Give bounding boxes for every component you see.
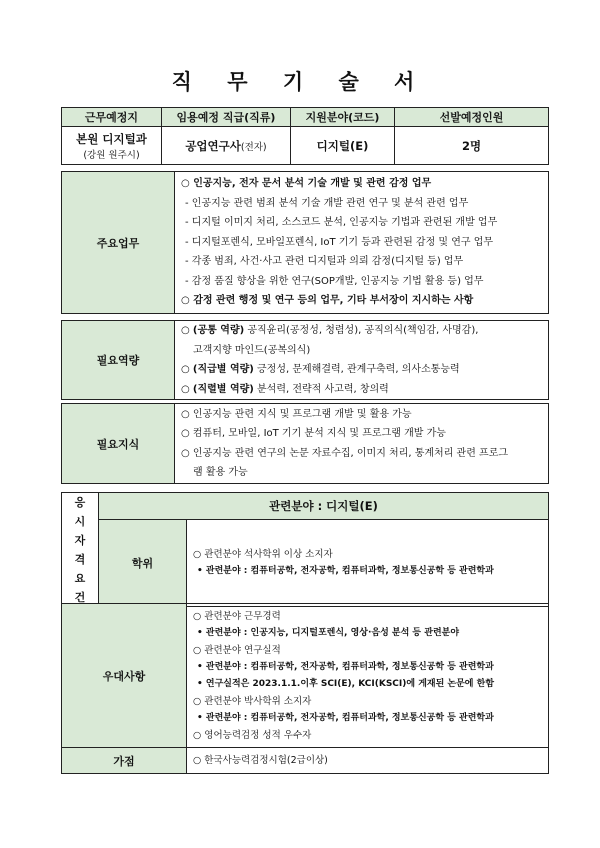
vertical-char: 시 xyxy=(74,515,86,528)
duties-table xyxy=(61,171,549,314)
duty-line: - 디지털 이미지 처리, 소스코드 분석, 인공지능 기법과 관련된 개발 업무 xyxy=(185,217,498,229)
header-position: 임용예정 직급(직류) xyxy=(162,108,291,127)
location-name: 본원 디지털과 xyxy=(76,131,147,146)
duty-line: - 디지털포렌식, 모바일포렌식, IoT 기기 등과 관련된 감정 및 연구 업무 xyxy=(185,236,494,248)
knowledge-line: ○ 컴퓨터, 모바일, IoT 기기 분석 지식 및 프로그램 개발 가능 xyxy=(181,428,446,439)
pref-line: ○ 영어능력검정 성적 우수자 xyxy=(193,729,312,741)
vertical-char: 요 xyxy=(74,572,86,585)
qualification-table xyxy=(61,492,549,608)
level-text: 긍정성, 문제해결력, 관계구축력, 의사소통능력 xyxy=(253,364,460,375)
competency-table xyxy=(61,320,549,400)
common-text: 공직윤리(공정성, 청렴성), 공직의식(책임감, 사명감), xyxy=(244,325,479,336)
competency-common-2: 고객지향 마인드(공복의식) xyxy=(193,344,311,356)
vertical-char: 건 xyxy=(74,591,86,604)
duty-line: - 감정 품질 향상을 위한 연구(SOP개발, 인공지능 기법 활용 등) 업무 xyxy=(185,275,484,287)
competency-common: ○ (공통 역량) 공직윤리(공정성, 청렴성), 공직의식(책임감, 사명감), xyxy=(181,325,479,336)
position-sub: (전자) xyxy=(240,141,267,153)
common-head: (공통 역량) xyxy=(192,325,245,336)
count-cell: 2명 xyxy=(395,127,549,165)
pref-line: • 관련분야 : 인공지능, 디지털포렌식, 영상·음성 분석 등 관련분야 xyxy=(197,627,460,638)
page-title: 직 무 기 술 서 xyxy=(171,70,429,94)
pref-line: • 연구실적은 2023.1.1.이후 SCI(E), KCI(KSCI)에 게재된 논문에 한함 xyxy=(197,678,495,689)
field-title: 관련분야 : 디지털(E) xyxy=(99,493,549,520)
pref-line: ○ 관련분야 근무경력 xyxy=(193,610,281,622)
knowledge-line: ○ 인공지능 관련 지식 및 프로그램 개발 및 활용 가능 xyxy=(181,408,412,420)
header-count: 선발예정인원 xyxy=(395,108,549,127)
location-cell xyxy=(62,127,162,165)
competency-content xyxy=(175,321,549,400)
preference-table xyxy=(61,603,549,774)
header-location: 근무예정지 xyxy=(62,108,162,127)
qualification-vertical-label xyxy=(62,493,99,608)
degree-content xyxy=(187,519,549,607)
position-cell xyxy=(162,127,291,165)
pref-line: • 관련분야 : 컴퓨터공학, 전자공학, 컴퓨터과학, 정보통신공학 등 관련학과 xyxy=(197,661,494,672)
duties-label: 주요업무 xyxy=(62,172,175,314)
vertical-char: 응 xyxy=(74,496,86,509)
job-text: 분석력, 전략적 사고력, 창의력 xyxy=(253,383,389,395)
competency-label: 필요역량 xyxy=(62,321,175,400)
duties-content xyxy=(175,172,549,314)
pref-line: ○ 관련분야 연구실적 xyxy=(193,644,281,656)
position-name: 공업연구사 xyxy=(185,138,241,153)
knowledge-table xyxy=(61,403,549,484)
header-field: 지원분야(코드) xyxy=(291,108,395,127)
bonus-content: ○ 한국사능력검정시험(2급이상) xyxy=(187,748,549,774)
location-sub: (강원 원주시) xyxy=(83,149,140,161)
degree-line: • 관련분야 : 컴퓨터공학, 전자공학, 컴퓨터과학, 정보통신공학 등 관련학과 xyxy=(197,566,494,577)
degree-line: ○ 관련분야 석사학위 이상 소지자 xyxy=(193,549,333,561)
degree-label: 학위 xyxy=(99,519,187,607)
field-cell: 디지털(E) xyxy=(291,127,395,165)
preference-content xyxy=(187,604,549,748)
pref-line: • 관련분야 : 컴퓨터공학, 전자공학, 컴퓨터과학, 정보통신공학 등 관련학과 xyxy=(197,712,494,723)
bonus-label: 가점 xyxy=(62,748,187,774)
duty-line: - 각종 범죄, 사건·사고 관련 디지털과 의뢰 감정(디지털 등) 업무 xyxy=(185,256,464,268)
knowledge-line: 램 활용 가능 xyxy=(193,467,248,478)
preference-label: 우대사항 xyxy=(62,604,187,748)
knowledge-content xyxy=(175,404,549,484)
summary-table xyxy=(61,107,549,165)
duty-line: - 인공지능 관련 범죄 분석 기술 개발 관련 연구 및 분석 관련 업무 xyxy=(185,197,469,209)
vertical-char: 격 xyxy=(74,553,86,566)
job-head: (직렬별 역량) xyxy=(192,383,254,395)
vertical-char: 자 xyxy=(74,534,86,547)
level-head: (직급별 역량) xyxy=(192,364,254,375)
knowledge-line: ○ 인공지능 관련 연구의 논문 자료수집, 이미지 처리, 통계처리 관련 프로그 xyxy=(181,447,509,459)
competency-level: ○ (직급별 역량) 긍정성, 문제해결력, 관계구축력, 의사소통능력 xyxy=(181,364,460,375)
knowledge-label: 필요지식 xyxy=(62,404,175,484)
competency-job: ○ (직렬별 역량) 분석력, 전략적 사고력, 창의력 xyxy=(181,383,389,395)
pref-line: ○ 관련분야 박사학위 소지자 xyxy=(193,695,312,707)
duty-line: ○ 감정 관련 행정 및 연구 등의 업무, 기타 부서장이 지시하는 사항 xyxy=(181,295,474,307)
duty-line: ○ 인공지능, 전자 문서 분석 기술 개발 및 관련 감정 업무 xyxy=(181,178,432,190)
